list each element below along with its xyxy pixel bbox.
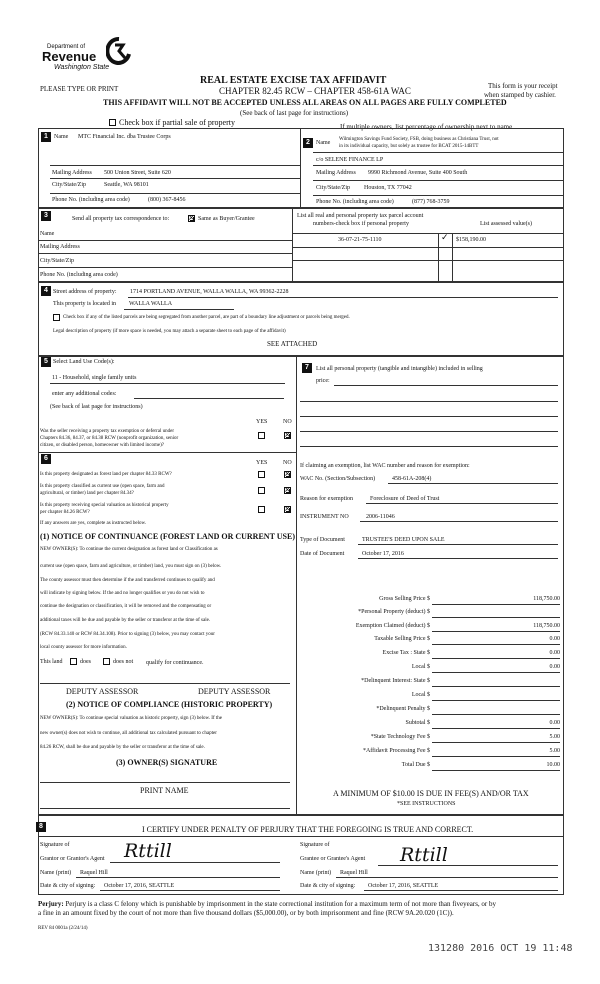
calc-label: *Delinquent Interest: State $ xyxy=(361,678,430,684)
section-2-number: 2 xyxy=(303,138,313,148)
historic-question-1: Is this property receiving special valuation as historical property xyxy=(40,503,169,508)
calc-label: Total Due $ xyxy=(401,762,430,768)
sec5-yes-header: YES xyxy=(256,419,268,425)
reason-label: Reason for exemption xyxy=(300,496,353,502)
seller-name-label: Name xyxy=(54,134,69,140)
current-use-question-2: agricultural, or timber) land per chapter 84.34? xyxy=(40,491,134,496)
exemption-no-checkbox[interactable] xyxy=(284,432,291,439)
seller-mailing-label: Mailing Address xyxy=(52,170,92,176)
calc-value[interactable]: 118,750.00 xyxy=(533,623,560,629)
personal-property-check-icon[interactable]: ✓ xyxy=(441,233,449,243)
land-use-label: Select Land Use Code(s): xyxy=(53,359,115,365)
current-use-no-checkbox[interactable] xyxy=(284,487,291,494)
logo-state: Washington State xyxy=(54,64,110,71)
current-use-yes-checkbox[interactable] xyxy=(258,487,265,494)
exemption-claim-label: If claiming an exemption, list WAC number and reason for exemption: xyxy=(300,463,470,469)
personal-property-label-1: List all personal property (tangible and intangible) included in selling xyxy=(316,366,483,372)
print-note: PLEASE TYPE OR PRINT xyxy=(40,85,119,93)
forest-no-checkbox[interactable] xyxy=(284,471,291,478)
sec6-yes-header: YES xyxy=(256,460,268,466)
reason-value[interactable]: Foreclosure of Deed of Trust xyxy=(370,496,440,502)
parcel-list-label-2: numbers-check box if personal property xyxy=(313,221,409,227)
calc-label: Local $ xyxy=(411,664,430,670)
logo-mark-icon xyxy=(106,36,132,66)
calc-value[interactable]: 0.00 xyxy=(549,720,560,726)
print-name-label: PRINT NAME xyxy=(140,786,189,795)
buyer-phone-label: Phone No. (including area code) xyxy=(316,199,394,205)
grantee-signature-label-2: Grantee or Grantee's Agent xyxy=(300,856,366,862)
deputy-assessor-1: DEPUTY ASSESSOR xyxy=(66,687,139,696)
wac-number[interactable]: 458-61A-208(4) xyxy=(392,476,432,482)
exemption-yes-checkbox[interactable] xyxy=(258,432,265,439)
grantee-signature-label-1: Signature of xyxy=(300,842,330,848)
buyer-city-label: City/State/Zip xyxy=(316,185,350,191)
calc-value[interactable]: 118,750.00 xyxy=(533,596,560,602)
any-yes-note: If any answers are yes, complete as instructed below. xyxy=(40,521,147,526)
perjury-line-2: a fine in an amount fixed by the court of not more than five thousand dollars ($5,000.00), or by both imprisonment and fine (RCW 9A.20.020 (1C)). xyxy=(38,909,454,917)
exemption-question-1: Was the seller receiving a property tax exemption or deferral under xyxy=(40,429,174,434)
does-label: does xyxy=(80,659,91,665)
received-stamp: 131280 2016 OCT 19 11:48 xyxy=(428,943,573,954)
warning-text: THIS AFFIDAVIT WILL NOT BE ACCEPTED UNLESS ALL AREAS ON ALL PAGES ARE FULLY COMPLETED xyxy=(103,98,507,107)
calc-label: *Personal Property (deduct) $ xyxy=(358,609,430,615)
assessed-value-label: List assessed value(s) xyxy=(480,221,532,227)
seller-mailing[interactable]: 500 Union Street, Suite 620 xyxy=(104,170,171,176)
form-title: REAL ESTATE EXCISE TAX AFFIDAVIT xyxy=(200,75,387,86)
section-4-number: 4 xyxy=(41,286,51,296)
doc-date-value[interactable]: October 17, 2016 xyxy=(362,551,404,557)
grantor-signature-label-2: Grantor or Grantor's Agent xyxy=(40,856,105,862)
does-not-checkbox[interactable] xyxy=(103,658,110,665)
grantor-name[interactable]: Raquel Hill xyxy=(80,870,108,876)
grantee-date-label: Date & city of signing: xyxy=(300,883,356,889)
wac-label: WAC No. (Section/Subsection) xyxy=(300,476,376,482)
same-as-buyer-checkbox[interactable] xyxy=(188,215,195,222)
tax-name-label: Name xyxy=(40,231,55,237)
calc-value[interactable]: 0.00 xyxy=(549,636,560,642)
buyer-name-line-1[interactable]: Wilmington Savings Fund Society, FSB, doing business as Christiana Trust, not xyxy=(339,137,499,142)
qualify-label: qualify for continuance. xyxy=(146,660,204,666)
does-not-label: does not xyxy=(113,659,134,665)
deputy-assessor-2: DEPUTY ASSESSOR xyxy=(198,687,271,696)
see-back-text: (See back of last page for instructions) xyxy=(240,109,349,117)
section-3-number: 3 xyxy=(41,211,51,221)
receipt-note-2: when stamped by cashier. xyxy=(484,91,556,99)
grantor-signature-label-1: Signature of xyxy=(40,842,70,848)
does-checkbox[interactable] xyxy=(70,658,77,665)
section-5-number: 5 xyxy=(41,357,51,367)
street-address[interactable]: 1714 PORTLAND AVENUE, WALLA WALLA, WA 99362-2228 xyxy=(130,289,289,295)
buyer-city[interactable]: Houston, TX 77042 xyxy=(364,185,412,191)
calc-label: *State Technology Fee $ xyxy=(370,734,430,740)
calc-label: Taxable Selling Price $ xyxy=(374,636,430,642)
calc-label: Gross Selling Price $ xyxy=(379,596,430,602)
tax-mailing-label: Mailing Address xyxy=(40,244,80,250)
section-8-number: 8 xyxy=(36,822,46,832)
land-use-code[interactable]: 11 - Household, single family units xyxy=(52,375,137,381)
section-1-number: 1 xyxy=(41,132,51,142)
located-in-value[interactable]: WALLA WALLA xyxy=(129,301,173,307)
grantor-date-label: Date & city of signing: xyxy=(40,883,96,889)
perjury-line-1: Perjury: Perjury is a class C felony which is punishable by imprisonment in the state correctional institution for a maximum term of not more than fiveyears, or by xyxy=(38,900,497,908)
street-address-label: Street address of property: xyxy=(53,289,117,295)
historic-question-2: per chapter 84.26 RCW? xyxy=(40,510,90,515)
buyer-phone[interactable]: (877) 768-3759 xyxy=(412,199,450,205)
partial-sale-label: Check box if partial sale of property xyxy=(119,118,235,127)
seller-phone[interactable]: (800) 367-8456 xyxy=(148,197,186,203)
calc-label: *Affidavit Processing Fee $ xyxy=(362,748,430,754)
calc-label: Local $ xyxy=(411,692,430,698)
doc-type-label: Type of Document xyxy=(300,537,345,543)
buyer-mailing-label: Mailing Address xyxy=(316,170,356,176)
section-6-number: 6 xyxy=(41,454,51,464)
owner-signature-title: (3) OWNER(S) SIGNATURE xyxy=(116,758,218,767)
personal-property-label-2: price: xyxy=(316,378,330,384)
current-use-question-1: Is this property classified as current use (open space, farm and xyxy=(40,484,165,489)
seller-phone-label: Phone No. (including area code) xyxy=(52,197,130,203)
minimum-due-note: A MINIMUM OF $10.00 IS DUE IN FEE(S) AND/OR TAX xyxy=(333,789,529,798)
segregated-checkbox[interactable] xyxy=(53,314,60,321)
form-chapter: CHAPTER 82.45 RCW – CHAPTER 458-61A WAC xyxy=(219,86,411,96)
certify-statement: I CERTIFY UNDER PENALTY OF PERJURY THAT THE FOREGOING IS TRUE AND CORRECT. xyxy=(142,825,474,834)
calc-value[interactable]: 5.00 xyxy=(549,748,560,754)
tax-phone-label: Phone No. (including area code) xyxy=(40,272,118,278)
grantor-date[interactable]: October 17, 2016, SEATTLE xyxy=(104,883,175,889)
assessed-value[interactable]: $158,190.00 xyxy=(456,237,486,243)
grantor-signature[interactable]: Rttill xyxy=(124,840,172,862)
logo-dept: Department of xyxy=(47,44,86,50)
buyer-name-line-2[interactable]: in its individual capacity, but solely as trustee for BCAT 2015-14BTT xyxy=(339,144,479,149)
tax-city-label: City/State/Zip xyxy=(40,258,74,264)
segregated-label: Check box if any of the listed parcels are being segregated from another parcel, are part of a boundary line adjustment or parcels being merged. xyxy=(63,315,350,320)
see-attached: SEE ATTACHED xyxy=(267,340,318,348)
legal-description-label: Legal description of property (if more space is needed, you may attach a separate sheet to each page of the affidavit) xyxy=(53,329,286,334)
seller-name[interactable]: MTC Financial Inc. dba Trustee Corps xyxy=(78,134,171,140)
send-correspondence-label: Send all property tax correspondence to: xyxy=(72,216,170,222)
forest-yes-checkbox[interactable] xyxy=(258,471,265,478)
calc-label: Excise Tax : State $ xyxy=(382,650,430,656)
multiple-owners-note: If multiple owners, list percentage of ownership next to name. xyxy=(340,123,514,131)
form-revision-code: REV 84 0001a (2/24/14) xyxy=(38,926,88,931)
grantee-date[interactable]: October 17, 2016, SEATTLE xyxy=(368,883,439,889)
grantee-name-label: Name (print) xyxy=(300,870,332,876)
buyer-name-line-3[interactable]: c/o SELENE FINANCE LP xyxy=(316,157,384,163)
calc-label: Exemption Claimed (deduct) $ xyxy=(355,623,430,629)
buyer-name-label: Name xyxy=(316,140,331,146)
parcel-number[interactable]: 36-07-21-75-1110 xyxy=(338,237,382,243)
grantee-signature[interactable]: Rttill xyxy=(400,844,448,866)
logo-revenue: Revenue xyxy=(42,49,97,64)
notice-compliance-title: (2) NOTICE OF COMPLIANCE (HISTORIC PROPERTY) xyxy=(66,700,273,709)
see-instructions-note: *SEE INSTRUCTIONS xyxy=(397,801,456,807)
this-land-label: This land xyxy=(40,659,63,665)
located-in-label: This property is located in xyxy=(53,301,116,307)
doc-type-value[interactable]: TRUSTEE'S DEED UPON SALE xyxy=(362,537,445,543)
calc-label: Subtotal $ xyxy=(405,720,430,726)
seller-city[interactable]: Seattle, WA 98101 xyxy=(104,182,149,188)
historic-no-checkbox[interactable] xyxy=(284,506,291,513)
instrument-label: INSTRUMENT NO xyxy=(300,514,349,520)
land-use-see-back: (See back of last page for instructions) xyxy=(50,404,143,410)
additional-codes-label: enter any additional codes: xyxy=(52,391,117,397)
sec6-no-header: NO xyxy=(283,460,292,466)
instrument-number[interactable]: 2006-11046 xyxy=(366,514,395,520)
calc-value[interactable]: 0.00 xyxy=(549,664,560,670)
notice-continuance-title: (1) NOTICE OF CONTINUANCE (FOREST LAND OR CURRENT USE) xyxy=(40,532,295,541)
same-as-buyer-label: Same as Buyer/Grantee xyxy=(198,216,255,222)
exemption-question-3: citizen, or disabled person, homeowner with limited income)? xyxy=(40,443,164,448)
grantor-name-label: Name (print) xyxy=(40,870,72,876)
calc-value[interactable]: 0.00 xyxy=(549,650,560,656)
forest-land-question: Is this property designated as forest land per chapter 84.33 RCW? xyxy=(40,472,172,477)
sec5-no-header: NO xyxy=(283,419,292,425)
grantee-name[interactable]: Raquel Hill xyxy=(340,870,368,876)
section-7-number: 7 xyxy=(302,363,312,373)
seller-city-label: City/State/Zip xyxy=(52,182,86,188)
historic-yes-checkbox[interactable] xyxy=(258,506,265,513)
exemption-question-2: Chapters 84.36, 84.37, or 84.38 RCW (nonprofit organization, senior xyxy=(40,436,179,441)
buyer-mailing[interactable]: 9990 Richmond Avenue, Suite 400 South xyxy=(368,170,468,176)
receipt-note-1: This form is your receipt xyxy=(488,82,558,90)
partial-sale-checkbox[interactable] xyxy=(109,119,116,126)
calc-value[interactable]: 10.00 xyxy=(546,762,560,768)
parcel-list-label-1: List all real and personal property tax parcel account xyxy=(297,213,424,219)
calc-value[interactable]: 5.00 xyxy=(549,734,560,740)
calc-label: *Delinquent Penalty $ xyxy=(376,706,430,712)
doc-date-label: Date of Document xyxy=(300,551,345,557)
